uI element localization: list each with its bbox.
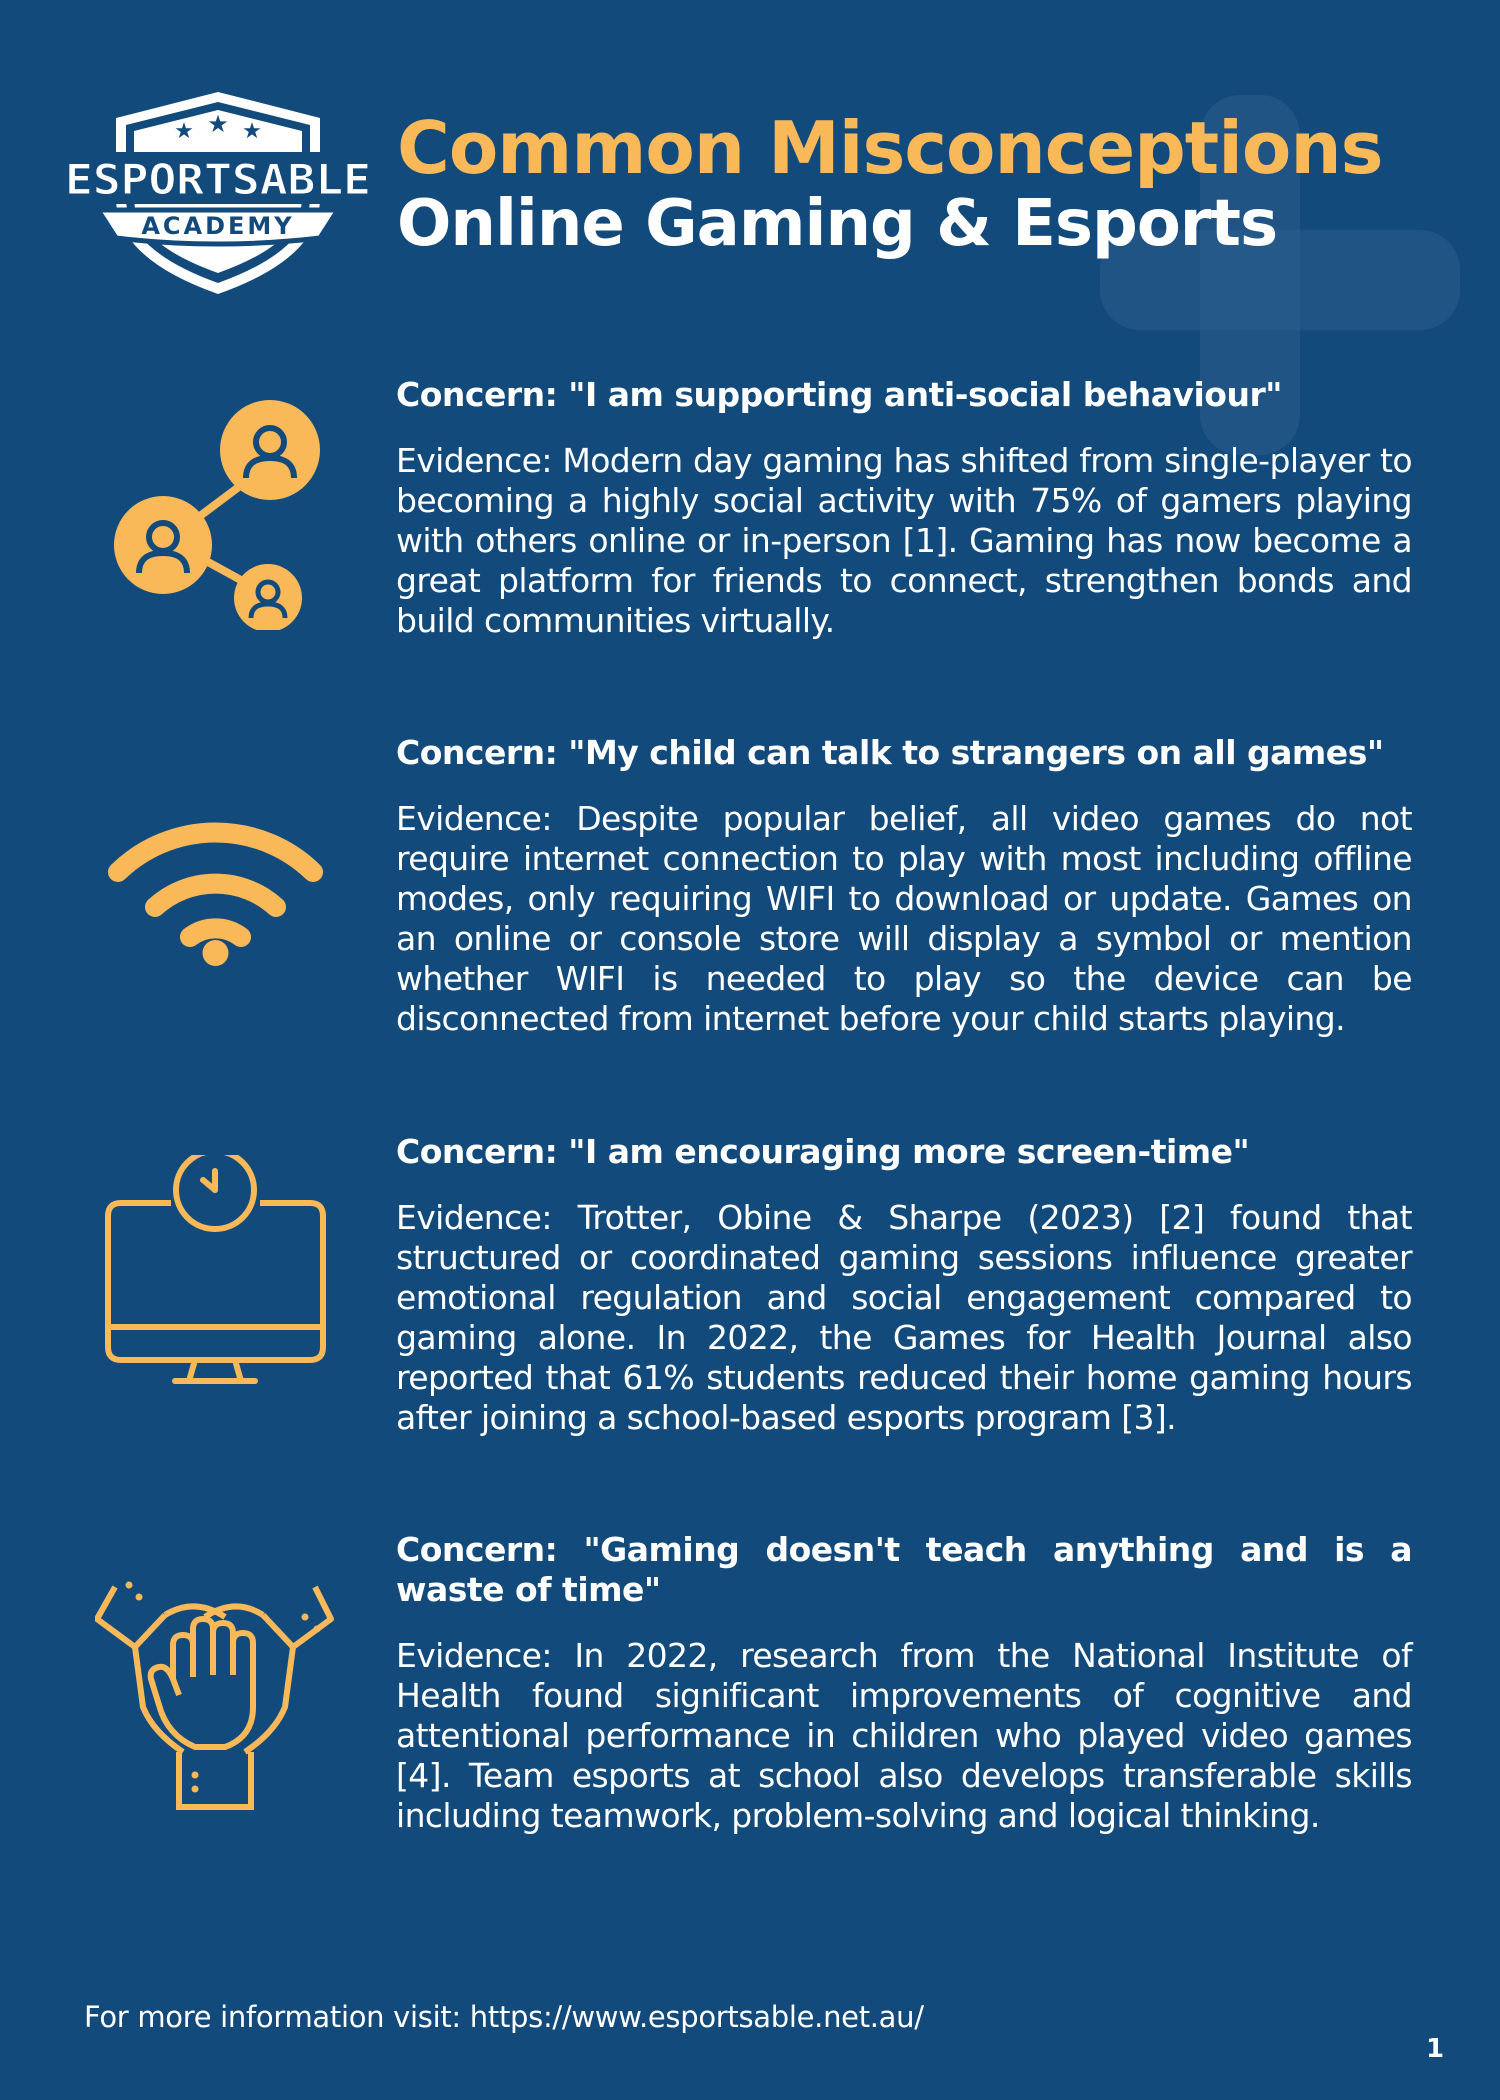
wifi-icon [108, 815, 323, 970]
footer-info-link[interactable]: For more information visit: https://www.esportsable.net.au/ [84, 2000, 924, 2034]
concern-evidence: Evidence: Modern day gaming has shifted from single-player to becoming a highly social activity with 75% of gamers playing with others online or in-person [1]. Gaming has now become a great platform for friends to connect, strengthen bonds and build communities virtually. [396, 441, 1412, 640]
page-title-block [397, 108, 1487, 260]
concern-evidence: Evidence: Trotter, Obine & Sharpe (2023) [2] found that structured or coordinated gaming sessions influence greater emotional regulation and social engagement compared to gaming alone. In 2022, the Games for Health Journal also reported that 61% students reduced their home gaming hours after joining a school-based esports program [3]. [396, 1198, 1412, 1437]
social-network-icon [108, 400, 328, 630]
concern-heading: Concern: "I am encouraging more screen-time" [396, 1132, 1250, 1171]
concern-block-1 [396, 375, 1412, 641]
concern-evidence: Evidence: In 2022, research from the National Institute of Health found significant improvements of cognitive and attentional performance in children who played video games [4]. Team esports at school also develops transferable skills including teamwork, problem-solving and logical thinking. [396, 1636, 1412, 1835]
concern-heading: Concern: "Gaming doesn't teach anything and is a waste of time" [396, 1530, 1412, 1609]
concern-block-4 [396, 1530, 1412, 1836]
logo-subtitle: ACADEMY [141, 212, 295, 240]
concern-heading: Concern: "I am supporting anti-social behaviour" [396, 375, 1282, 414]
concern-block-2 [396, 733, 1412, 1039]
concern-evidence: Evidence: Despite popular belief, all video games do not require internet connection to play with most including offline modes, only requiring WIFI to download or update. Games on an online or console store will display a symbol or mention whether WIFI is needed to play so the device can be disconnected from internet before your child starts playing. [396, 799, 1412, 1038]
page-subtitle: Online Gaming & Esports [397, 187, 1278, 261]
svg-text:★: ★ [207, 110, 229, 138]
concern-heading: Concern: "My child can talk to strangers on all games" [396, 733, 1384, 772]
page-title: Common Misconceptions [397, 106, 1383, 190]
svg-text:★: ★ [242, 119, 262, 144]
svg-text:★: ★ [174, 119, 194, 144]
page-number: 1 [1426, 2034, 1445, 2064]
monitor-clock-icon [103, 1155, 328, 1387]
logo-wordmark: ESPORTSABLE [65, 155, 371, 204]
teamwork-hands-icon [95, 1567, 335, 1812]
concern-block-3 [396, 1132, 1412, 1438]
esportsable-academy-logo [58, 88, 378, 298]
